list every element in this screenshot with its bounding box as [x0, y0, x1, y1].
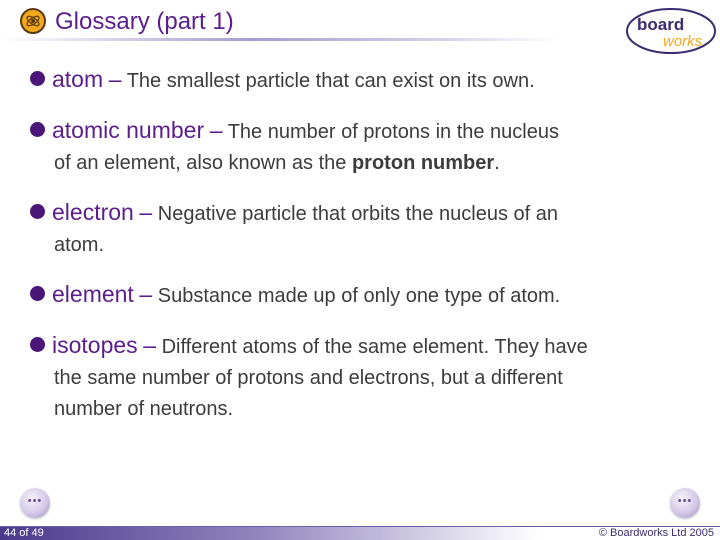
atom-badge-icon: [20, 8, 46, 34]
bullet-icon: [30, 122, 45, 137]
glossary-term: element: [52, 281, 134, 307]
ellipsis-icon: •••: [27, 495, 43, 507]
glossary-definition: Different atoms of the same element. They have: [161, 336, 588, 358]
boardworks-logo: [625, 6, 717, 56]
bullet-icon: [30, 71, 45, 86]
previous-slide-button[interactable]: [20, 488, 50, 518]
glossary-definition-continued: number of neutrons.: [54, 398, 233, 420]
proton-number-term: proton number: [351, 152, 495, 174]
glossary-entry-atom: [30, 64, 714, 97]
definition-text: .: [494, 152, 500, 174]
term-dash: –: [139, 199, 153, 225]
ellipsis-icon: •••: [677, 495, 693, 507]
logo-text-board: board: [637, 15, 685, 34]
glossary-definition-continued: atom.: [54, 234, 105, 256]
glossary-definition: Substance made up of only one type of atom.: [157, 285, 561, 307]
glossary-term: electron: [52, 199, 134, 225]
term-dash: –: [139, 281, 153, 307]
bullet-icon: [30, 286, 45, 301]
bullet-icon: [30, 204, 45, 219]
bullet-icon: [30, 337, 45, 352]
page-title: Glossary (part 1): [55, 8, 234, 35]
term-dash: –: [108, 66, 122, 92]
glossary-term: isotopes: [52, 332, 138, 358]
glossary-entry-element: [30, 279, 714, 312]
term-dash: –: [209, 117, 223, 143]
glossary-definition-continued: [52, 148, 714, 179]
glossary-entry-atomic-number: [30, 115, 714, 179]
next-slide-button[interactable]: [670, 488, 700, 518]
glossary-definition: The smallest particle that can exist on its own.: [126, 70, 535, 92]
glossary-list: [30, 64, 714, 443]
copyright-notice: © Boardworks Ltd 2005: [598, 527, 714, 539]
glossary-definition: The number of protons in the nucleus: [227, 121, 559, 143]
glossary-entry-isotopes: [30, 330, 714, 425]
page-counter: 44 of 49: [4, 527, 44, 539]
term-dash: –: [143, 332, 157, 358]
glossary-term: atomic number: [52, 117, 205, 143]
header-divider: [0, 38, 560, 41]
logo-text-works: works: [663, 33, 703, 50]
definition-text: of an element, also known as the: [54, 152, 352, 174]
glossary-definition: Negative particle that orbits the nucleus of an: [157, 203, 558, 225]
glossary-entry-electron: [30, 197, 714, 261]
glossary-term: atom: [52, 66, 104, 92]
glossary-definition-continued: the same number of protons and electrons, but a different: [54, 367, 563, 389]
